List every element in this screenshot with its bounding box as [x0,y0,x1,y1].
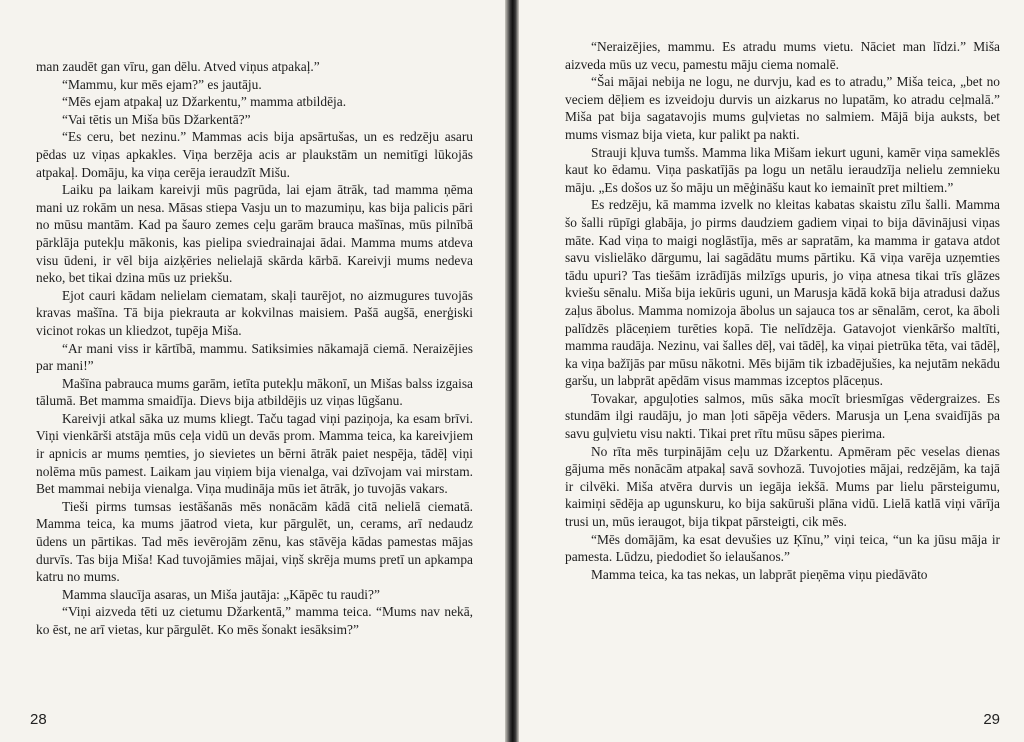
paragraph: “Vai tētis un Miša būs Džarkentā?” [62,111,251,127]
paragraph: man zaudēt gan vīru, gan dēlu. Atved viņus atpakaļ.” [36,59,320,74]
paragraph: Laiku pa laikam kareivji mūs pagrūda, lai ejam ātrāk, tad mamma ņēma mani uz rokām un nesa. Māsas stiepa Vasju un to mazumiņu, kas bija palicis pāri no mūsu mantām. Kad pa šauro zemes ceļu garām brauca mašīnas, mūs pilnībā pārklāja putekļu mākonis, kas pielipa sviedrainajai ādai. Mamma mums atdeva visu ūdeni, ir vēl bija aizķēries nelielajā skārda kārbā. Kareivji mums nedeva neko, bet tikai dzina mūs uz priekšu. [36,182,473,286]
paragraph: “Mēs domājām, ka esat devušies uz Ķīnu,” viņi teica, “un ka jūsu māja ir pamesta. Lūdzu, piedodiet šo ielaušanos.” [565,531,1000,565]
paragraph: Kareivji atkal sāka uz mums kliegt. Taču tagad viņi paziņoja, ka esam brīvi. Viņi vienkārši atstāja mūs ceļa vidū un devās prom. Mamma teica, ka kareivjiem ir apnicis ar mums ņemties, jo sievietes un bērni ātrāk paiet nespēja, tādēļ viņi nolēma mūs pamest. Laikam jau viņiem bija vienalga, vai dzīvojam vai mirstam. Bet mammai nebija vienalga. Viņa mudināja mūs iet ātrāk, jo tuvojās vakars. [36,410,473,497]
paragraph: Mamma slaucīja asaras, un Miša jautāja: „Kāpēc tu raudi?” [62,586,380,602]
paragraph: Ejot cauri kādam nelielam ciematam, skaļi taurējot, no aizmugures tuvojās kravas mašīna. Tā bija piekrauta ar kokvilnas maisiem. Pašā augšā, enerģiski vicinot rokas un kliedzot, tupēja Miša. [36,287,473,338]
page-number: 29 [983,711,1000,728]
paragraph: “Es ceru, bet nezinu.” Mammas acis bija apsārtušas, un es redzēju asaru pēdas uz viņas apkakles. Viņa berzēja acis ar plaukstām un nemitīgi lūkojās atpakaļ. Domāju, ka viņa cerēja ieraudzīt Mišu. [36,129,473,180]
paragraph: Tovakar, apguļoties salmos, mūs sāka mocīt briesmīgas vēdergraizes. Es stundām ilgi raudāju, jo man ļoti sāpēja vēders. Marusja un Ļena svaidījās pa savu guļvietu visu nakti. Tikai pret rītu mūsu sāpes pierima. [565,390,1000,442]
paragraph: Tieši pirms tumsas iestāšanās mēs nonācām kādā citā nelielā ciematā. Mamma teica, ka mums jāatrod vieta, kur pārgulēt, un, cerams, arī nedaudz ūdens un pārtikas. Tad mēs ievērojām zēnu, kas stāvēja kādas pamestas mājas durvīs. Tas bija Miša! Kad tuvojāmies mājai, viņš skrēja mums pretī un apkampa katru no mums. [36,498,473,585]
page-number: 28 [30,711,47,728]
right-page [519,0,1024,742]
paragraph: “Mammu, kur mēs ejam?” es jautāju. [62,76,262,92]
paragraph: “Šai mājai nebija ne logu, ne durvju, kad es to atradu,” Miša teica, „bet no veciem dēļiem es izveidoju durvis un aizkarus no lupatām, ko atradu ceļmalā.” Miša pat bija sagatavojis mums guļvietas no salmiem. Mājā bija auksts, bet mums vismaz bija vieta, kur palikt pa nakti. [565,74,1000,142]
right-page-text [565,38,1000,583]
paragraph: “Ar mani viss ir kārtībā, mammu. Satiksimies nākamajā ciemā. Neraizējies par mani!” [36,340,473,374]
book-gutter [505,0,519,742]
left-page-text [36,58,473,639]
paragraph: Mašīna pabrauca mums garām, ietīta putekļu mākonī, un Mišas balss izgaisa tālumā. Bet mamma smaidīja. Dievs bija atbildējis uz viņas lūgšanu. [36,375,473,409]
paragraph: No rīta mēs turpinājām ceļu uz Džarkentu. Apmēram pēc veselas dienas gājuma mēs nonācām atpakaļ savā sovhozā. Tuvojoties mājai, redzējām, ka tajā ir cilvēki. Miša atvēra durvis un iegāja iekšā. Mums par lielu pārsteigumu, kaimiņi sēdēja ap ugunskuru, ko bija sakūruši plāna vidū. Lielā katlā viņi vārīja trusi un, mūs ieraugot, bija tikpat pārsteigti, cik mēs. [565,443,1000,530]
paragraph: Mamma teica, ka tas nekas, un labprāt pieņēma viņu piedāvāto [591,566,928,582]
paragraph: Es redzēju, kā mamma izvelk no kleitas kabatas skaistu zīlu šalli. Mamma šo šalli rūpīgi glabāja, jo pirms daudziem gadiem viņai to bija dāvinājusi viņas māte. Kad viņa to maigi noglāstīja, mēs ar sapratām, ka mamma ir gatava atdot savu vislielāko dārgumu, lai sagādātu mums pārtiku. Kā viņa varēja uzņemties tādu upuri? Tas tiešām izrādījās milzīgs upuris, jo viņa atnesa tikai trīs glāzes kviešu sēnalu. Miša bija iekūris uguni, un Marusja kādā kokā bija atradusi dažus zaļus ābolus. Mamma nomizoja ābolus un sajauca tos ar sēnalām, cerot, ka āboli palīdzēs plāceņiem turēties kopā. Tie nelīdzēja. Gatavojot vienkāršo maltīti, mamma raudāja. Nezinu, vai šalles dēļ, vai tādēļ, ka viņai pietrūka tēta, vai tādēļ, ka viņa bažījās par mūsu nākotni. Mēs bijām tik izbadējušies, ka nejutām nekādu garšu, un labprāt apēdām visus mammas izceptos plāceņus. [565,197,1000,389]
paragraph: “Mēs ejam atpakaļ uz Džarkentu,” mamma atbildēja. [62,94,347,110]
paragraph: Strauji kļuva tumšs. Mamma lika Mišam iekurt uguni, kamēr viņa sameklēs kaut ko ēdamu. Viņa paskatījās pa logu un netālu ieraudzīja nelielu zemnieku māju. „Es došos uz šo māju un mēģināšu kaut ko iemainīt pret miltiem.” [565,144,1000,195]
paragraph: “Neraizējies, mammu. Es atradu mums vietu. Nāciet man līdzi.” Miša aizveda mūs uz vecu, pamestu māju ciema nomalē. [565,39,1000,72]
left-page [0,0,505,742]
paragraph: “Viņi aizveda tēti uz cietumu Džarkentā,” mamma teica. “Mums nav nekā, ko ēst, ne arī vietas, kur pārgulēt. Ko mēs šonakt iesāksim?” [36,604,473,637]
